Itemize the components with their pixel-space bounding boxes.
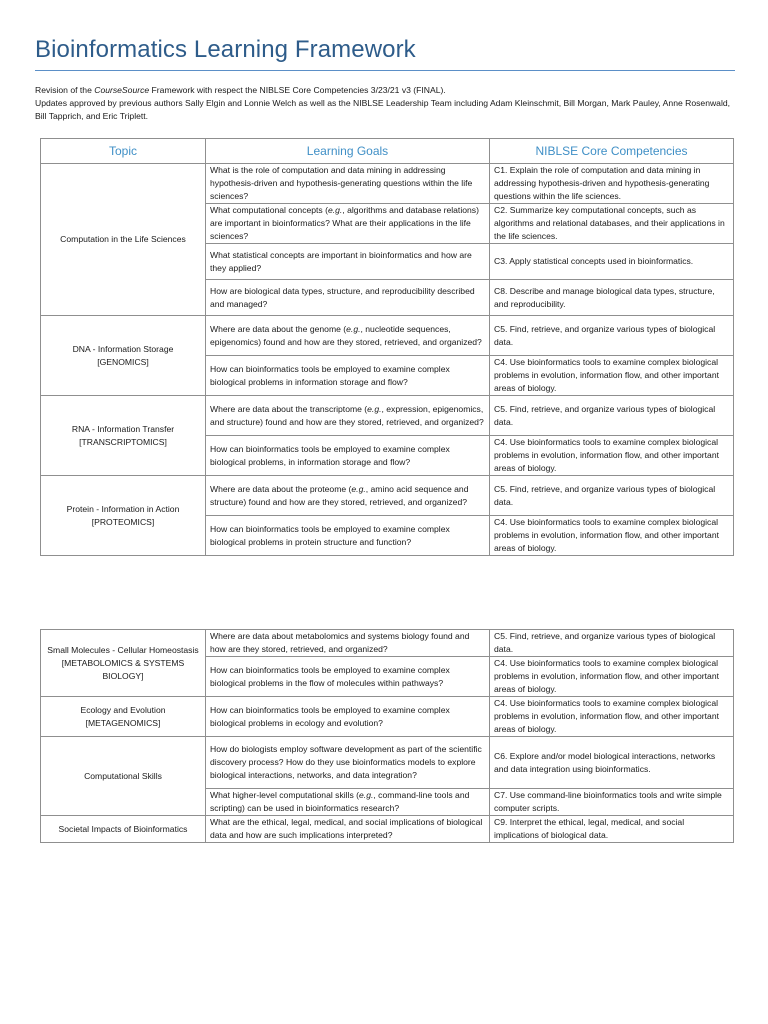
learning-goal-cell: What is the role of computation and data mining in addressing hypothesis-driven and hypothesis-generating questions within the life sciences? — [206, 164, 490, 204]
goal-abbrev: e.g. — [367, 403, 382, 414]
goal-abbrev: e.g. — [327, 205, 343, 215]
topic-cell: Small Molecules - Cellular Homeostasis [METABOLOMICS & SYSTEMS BIOLOGY] — [41, 630, 206, 697]
topic-line: [PROTEOMICS] — [91, 516, 155, 527]
goal-text: , command-line tools and scripting) can be used in bioinformatics research? — [210, 790, 470, 813]
goal-text: , algorithms and database relations) are important in bioinformatics? What are their applications in the life sciences? — [210, 205, 479, 241]
framework-table-part-1 — [40, 138, 734, 556]
learning-goal-cell: How are biological data types, structure, and reproducibility described and managed? — [206, 280, 490, 316]
topic-cell — [41, 396, 206, 476]
learning-goal-cell: What statistical concepts are important in bioinformatics and how are they applied? — [206, 244, 490, 280]
competency-cell: C6. Explore and/or model biological interactions, networks and data integration using bioinformatics. — [490, 737, 734, 789]
competency-cell: C5. Find, retrieve, and organize various types of biological data. — [490, 396, 734, 436]
learning-goal-cell — [206, 789, 490, 816]
topic-line: Ecology and Evolution — [80, 704, 166, 715]
table-row — [41, 630, 734, 657]
competency-cell: C4. Use bioinformatics tools to examine complex biological problems in evolution, information flow, and other important areas of biology. — [490, 516, 734, 556]
goal-abbrev: e.g. — [359, 790, 374, 800]
learning-goal-cell: How can bioinformatics tools be employed to examine complex biological problems in the flow of molecules within pathways? — [206, 657, 490, 697]
topic-cell: Societal Impacts of Bioinformatics — [41, 816, 206, 843]
table-row — [41, 737, 734, 789]
topic-cell — [41, 476, 206, 556]
topic-cell — [41, 697, 206, 737]
topic-cell: Computational Skills — [41, 737, 206, 816]
learning-goal-cell: How can bioinformatics tools be employed to examine complex biological problems, in information storage and flow? — [206, 436, 490, 476]
topic-line: DNA - Information Storage — [72, 343, 174, 354]
learning-goal-cell: How do biologists employ software development as part of the scientific discovery process? How do they use bioinformatics models to explore biological interactions, networks, and data integration? — [206, 737, 490, 789]
topic-line: [TRANSCRIPTOMICS] — [79, 436, 167, 447]
competency-cell: C9. Interpret the ethical, legal, medical, and social implications of biological data. — [490, 816, 734, 843]
table-row — [41, 396, 734, 436]
goal-abbrev: e.g. — [346, 323, 361, 334]
competency-cell: C7. Use command-line bioinformatics tools and write simple computer scripts. — [490, 789, 734, 816]
competency-cell: C8. Describe and manage biological data types, structure, and reproducibility. — [490, 280, 734, 316]
competency-cell: C4. Use bioinformatics tools to examine complex biological problems in evolution, information flow, and other important areas of biology. — [490, 697, 734, 737]
revision-note — [35, 84, 740, 97]
competency-cell: C5. Find, retrieve, and organize various types of biological data. — [490, 316, 734, 356]
goal-text: Where are data about the genome ( — [210, 323, 347, 334]
table-row — [41, 316, 734, 356]
learning-goal-cell: How can bioinformatics tools be employed to examine complex biological problems in information storage and flow? — [206, 356, 490, 396]
goal-text: , amino acid sequence and structure) found and how are they stored, retrieved, and organized? — [210, 483, 469, 507]
competency-cell: C2. Summarize key computational concepts, such as algorithms and relational databases, and their applications in the life sciences. — [490, 204, 734, 244]
goal-text: , nucleotide sequences, epigenomics) found and how are they stored, retrieved, and organized? — [210, 323, 482, 347]
goal-text: , expression, epigenomics, and structure) found and how are they stored, retrieved, and organized? — [210, 403, 484, 427]
competency-cell: C3. Apply statistical concepts used in bioinformatics. — [490, 244, 734, 280]
header-competencies: NIBLSE Core Competencies — [490, 139, 734, 164]
revision-note-suffix: Framework with respect the NIBLSE Core Competencies 3/23/21 v3 (FINAL). — [149, 85, 446, 95]
learning-goal-cell — [206, 396, 490, 436]
table-row — [41, 164, 734, 204]
goal-text: Where are data about the proteome ( — [210, 483, 352, 494]
goal-text: Where are data about the transcriptome ( — [210, 403, 368, 414]
topic-cell — [41, 316, 206, 396]
goal-abbrev: e.g. — [351, 483, 366, 494]
table-row — [41, 816, 734, 843]
topic-line: RNA - Information Transfer — [71, 423, 175, 434]
competency-cell: C5. Find, retrieve, and organize various types of biological data. — [490, 630, 734, 657]
page-title: Bioinformatics Learning Framework — [35, 36, 416, 63]
coursesource-name: CourseSource — [94, 85, 150, 95]
competency-cell: C5. Find, retrieve, and organize various types of biological data. — [490, 476, 734, 516]
updates-note: Updates approved by previous authors Sally Elgin and Lonnie Welch as well as the NIBLSE Leadership Team including Adam Kleinschmit, Bill Morgan, Mark Pauley, Anne Rosenwald, Bill Tapprich, and Eric Triplett. — [35, 98, 731, 121]
title-divider — [35, 70, 735, 71]
header-topic: Topic — [41, 139, 206, 164]
learning-goal-cell — [206, 204, 490, 244]
table-row — [41, 697, 734, 737]
topic-line: Protein - Information in Action — [66, 503, 180, 514]
header-learning-goals: Learning Goals — [206, 139, 490, 164]
topic-cell: Computation in the Life Sciences — [41, 164, 206, 316]
learning-goal-cell: Where are data about metabolomics and systems biology found and how are they stored, retrieved, and organized? — [206, 630, 490, 657]
learning-goal-cell: How can bioinformatics tools be employed to examine complex biological problems in protein structure and function? — [206, 516, 490, 556]
goal-text: What computational concepts ( — [210, 205, 328, 215]
competency-cell: C4. Use bioinformatics tools to examine complex biological problems in evolution, information flow, and other important areas of biology. — [490, 356, 734, 396]
table-row — [41, 476, 734, 516]
topic-line: [METAGENOMICS] — [85, 717, 161, 728]
competency-cell: C4. Use bioinformatics tools to examine complex biological problems in evolution, information flow, and other important areas of biology. — [490, 436, 734, 476]
goal-text: What higher-level computational skills ( — [210, 790, 360, 800]
learning-goal-cell: How can bioinformatics tools be employed to examine complex biological problems in ecology and evolution? — [206, 697, 490, 737]
competency-cell: C4. Use bioinformatics tools to examine complex biological problems in evolution, information flow, and other important areas of biology. — [490, 657, 734, 697]
learning-goal-cell: What are the ethical, legal, medical, and social implications of biological data and how are such implications interpreted? — [206, 816, 490, 843]
header-row — [41, 139, 734, 164]
learning-goal-cell — [206, 316, 490, 356]
framework-table-part-2 — [40, 629, 734, 843]
revision-note-prefix: Revision of the — [35, 85, 95, 95]
learning-goal-cell — [206, 476, 490, 516]
intro-text — [35, 84, 740, 123]
competency-cell: C1. Explain the role of computation and data mining in addressing hypothesis-driven and hypothesis-generating questions within the life sciences. — [490, 164, 734, 204]
topic-line: [GENOMICS] — [97, 356, 149, 367]
